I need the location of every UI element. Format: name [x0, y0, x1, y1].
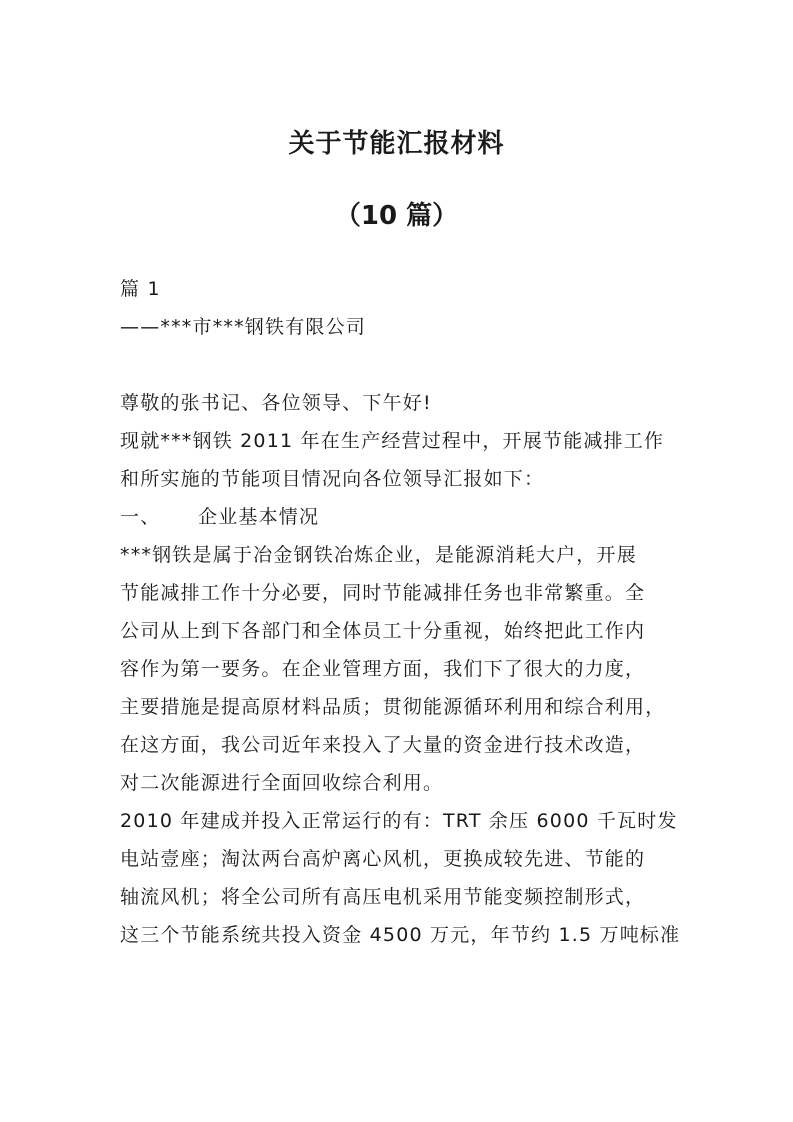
intro-line: 和所实施的节能项目情况向各位领导汇报如下：	[120, 468, 545, 490]
document-subtitle: （10 篇）	[334, 201, 459, 231]
paragraph-line: 容作为第一要务。在企业管理方面，我们下了很大的力度，	[120, 658, 646, 680]
document-body	[120, 270, 680, 954]
section-heading	[120, 498, 680, 536]
document-title: 关于节能汇报材料	[288, 129, 505, 159]
paragraph-line: 轴流风机；将全公司所有高压电机采用节能变频控制形式，	[120, 886, 646, 908]
part-label: 篇 1	[120, 278, 161, 300]
paragraph-line: 节能减排工作十分必要，同时节能减排任务也非常繁重。全	[120, 582, 646, 604]
paragraph-line: ***钢铁是属于冶金钢铁冶炼企业，是能源消耗大户，开展	[120, 544, 637, 566]
intro-line: 现就***钢铁 2011 年在生产经营过程中，开展节能减排工作	[120, 430, 665, 452]
greeting-line: 尊敬的张书记、各位领导、下午好!	[120, 392, 432, 414]
company-line: ——***市***钢铁有限公司	[120, 316, 367, 338]
paragraph-line: 电站壹座；淘汰两台高炉离心风机，更换成较先进、节能的	[120, 848, 646, 870]
paragraph-line: 2010 年建成并投入正常运行的有：TRT 余压 6000 千瓦时发	[120, 810, 678, 832]
section-number: 一、	[120, 506, 161, 528]
paragraph-line: 这三个节能系统共投入资金 4500 万元，年节约 1.5 万吨标准	[120, 924, 681, 946]
blank-line	[120, 346, 680, 384]
paragraph-line: 公司从上到下各部门和全体员工十分重视，始终把此工作内	[120, 620, 646, 642]
paragraph-line: 对二次能源进行全面回收综合利用。	[120, 772, 444, 794]
paragraph-line: 在这方面，我公司近年来投入了大量的资金进行技术改造，	[120, 734, 646, 756]
paragraph-line: 主要措施是提高原材料品质；贯彻能源循环利用和综合利用，	[120, 696, 666, 718]
section-title: 企业基本情况	[198, 506, 320, 528]
